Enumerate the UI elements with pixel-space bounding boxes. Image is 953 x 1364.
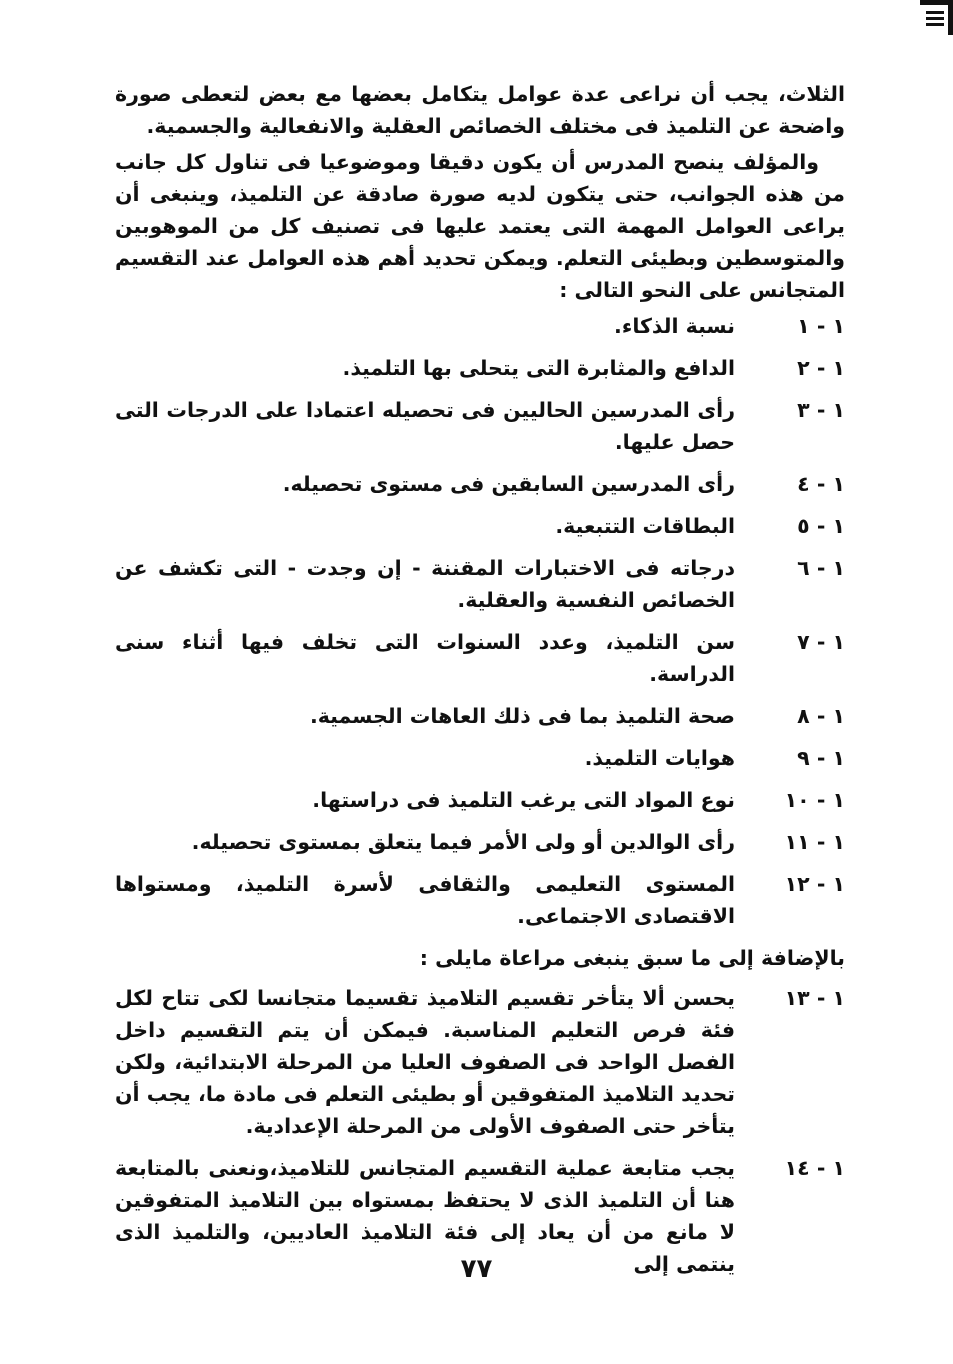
list-item bbox=[115, 352, 845, 384]
item-number: ١ - ١١ bbox=[784, 830, 845, 854]
item-number: ١ - ٣ bbox=[797, 398, 845, 422]
item-text: رأى المدرسين السابقين فى مستوى تحصيله. bbox=[282, 472, 735, 496]
page-body bbox=[115, 78, 845, 1290]
item-number: ١ - ١٤ bbox=[784, 1156, 845, 1180]
item-number: ١ - ١٢ bbox=[784, 872, 845, 896]
item-number: ١ - ٧ bbox=[797, 630, 845, 654]
list-item bbox=[115, 626, 845, 690]
scan-corner-mark bbox=[920, 0, 953, 35]
author-paragraph: والمؤلف ينصح المدرس أن يكون دقيقا وموضوعيا فى تناول كل جانب من هذه الجوانب، حتى يتكون لديه صورة صادقة عن التلميذ، وينبغى أن يراعى العوامل المهمة التى يعتمد عليها فى تصنيف كل من الموهوبين والمتوسطين وبطيئى التعلم. ويمكن تحديد أهم هذه العوامل عند التقسيم المتجانس على النحو التالى : bbox=[115, 150, 845, 302]
list-item bbox=[115, 310, 845, 342]
list-item bbox=[115, 982, 845, 1142]
list-item bbox=[115, 826, 845, 858]
factors-list bbox=[115, 310, 845, 932]
item-number: ١ - ٦ bbox=[797, 556, 845, 580]
item-text: البطاقات التتبعية. bbox=[555, 514, 735, 538]
item-text: هوايات التلميذ. bbox=[584, 746, 735, 770]
list-item bbox=[115, 700, 845, 732]
list-item bbox=[115, 468, 845, 500]
item-number: ١ - ١ bbox=[797, 314, 845, 338]
item-number: ١ - ٤ bbox=[797, 472, 845, 496]
item-number: ١ - ١٣ bbox=[784, 986, 845, 1010]
item-text: رأى الوالدين أو ولى الأمر فيما يتعلق بمستوى تحصيله. bbox=[191, 830, 735, 854]
item-text: يحسن ألا يتأخر تقسيم التلاميذ تقسيما متجانسا لكى تتاح لكل فئة فرص التعليم المناسبة. فيمكن أن يتم التقسيم داخل الفصل الواحد فى الصفوف العليا من المرحلة الابتدائية، ولكن تحديد التلاميذ المتفوقين أو بطيئى التعلم فى مادة ما، يجب أن يتأخر حتى الصفوف الأولى من المرحلة الإعدادية. bbox=[115, 986, 735, 1138]
item-number: ١ - ٨ bbox=[797, 704, 845, 728]
item-text: يجب متابعة عملية التقسيم المتجانس للتلاميذ،ونعنى بالمتابعة هنا أن التلميذ الذى لا يحتفظ بمستواه بين التلاميذ المتفوقين لا مانع من أن يعاد إلى فئة التلاميذ العاديين، والتلميذ الذى ينتمى إلى bbox=[115, 1156, 735, 1276]
intro-paragraph: الثلاث، يجب أن نراعى عدة عوامل يتكامل بعضها مع بعض لتعطى صورة واضحة عن التلميذ فى مختلف الخصائص العقلية والانفعالية والجسمية. bbox=[115, 82, 845, 138]
list-item bbox=[115, 510, 845, 542]
section-heading: بالإضافة إلى ما سبق ينبغى مراعاة مايلى : bbox=[419, 946, 845, 970]
item-number: ١ - ١٠ bbox=[784, 788, 845, 812]
list-item bbox=[115, 552, 845, 616]
item-text: المستوى التعليمى والثقافى لأسرة التلميذ، ومستواها الاقتصادى الاجتماعى. bbox=[115, 872, 735, 928]
item-text: الدافع والمثابرة التى يتحلى بها التلميذ. bbox=[342, 356, 735, 380]
item-text: سن التلميذ، وعدد السنوات التى تخلف فيها أثناء سنى الدراسة. bbox=[115, 630, 735, 686]
item-text: درجاته فى الاختبارات المقننة - إن وجدت - التى تكشف عن الخصائص النفسية والعقلية. bbox=[115, 556, 735, 612]
item-text: رأى المدرسين الحاليين فى تحصيله اعتمادا على الدرجات التى حصل عليها. bbox=[115, 398, 735, 454]
list-item bbox=[115, 394, 845, 458]
item-number: ١ - ٥ bbox=[797, 514, 845, 538]
item-number: ١ - ٩ bbox=[797, 746, 845, 770]
list-item bbox=[115, 742, 845, 774]
list-item bbox=[115, 868, 845, 932]
item-text: نسبة الذكاء. bbox=[614, 314, 735, 338]
item-text: نوع المواد التى يرغب التلميذ فى دراستها. bbox=[312, 788, 735, 812]
list-item bbox=[115, 784, 845, 816]
item-number: ١ - ٢ bbox=[797, 356, 845, 380]
item-text: صحة التلميذ بما فى ذلك العاهات الجسمية. bbox=[309, 704, 735, 728]
additions-list bbox=[115, 982, 845, 1280]
page-number: ٧٧ bbox=[460, 1254, 493, 1284]
